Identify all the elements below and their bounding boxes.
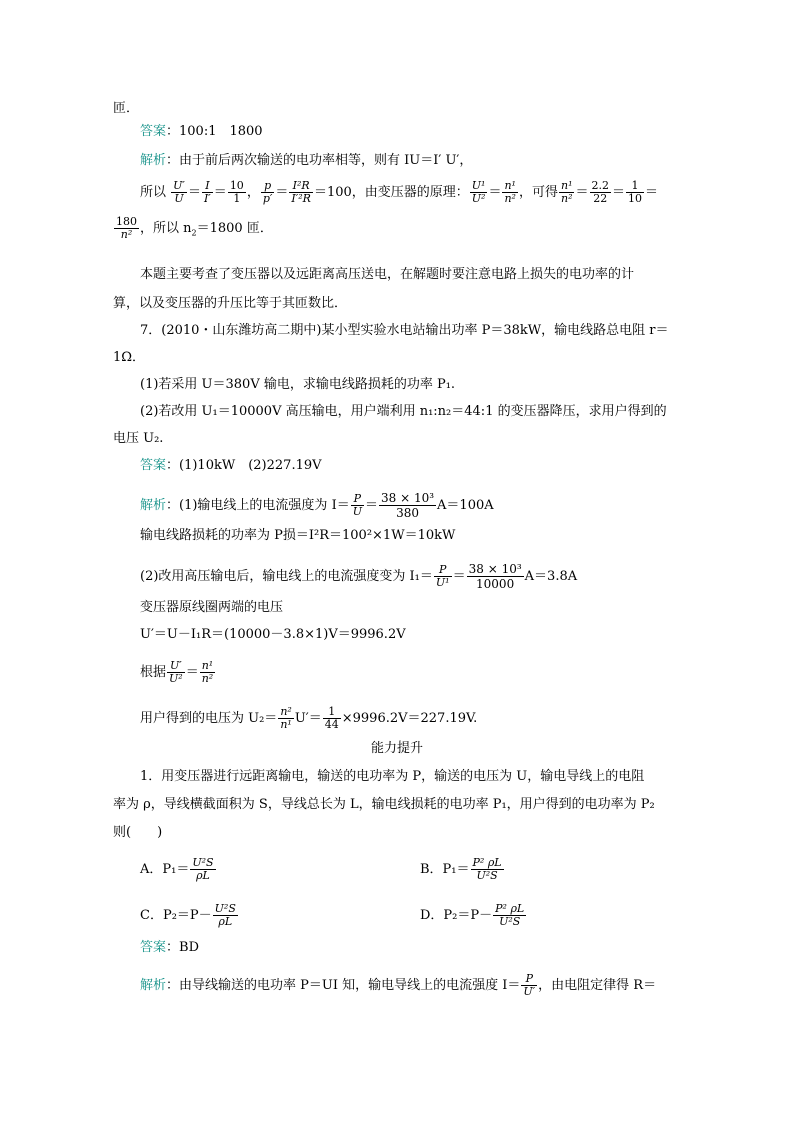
text-line: 本题主要考查了变压器以及远距离高压送电，在解题时要注意电路上损失的电功率的计 [140,267,635,282]
option-a [140,857,217,882]
fraction-numerator: I²R [289,180,313,193]
fraction-numerator: P² ρL [495,902,525,915]
fraction [470,180,488,205]
answer-text: ：BD [166,940,199,955]
fraction-numerator: p [261,180,275,193]
fraction [379,491,436,520]
fraction-denominator: n² [120,228,133,241]
text-line: 1Ω． [113,350,146,365]
text: ＝1800 匝． [196,221,273,236]
fraction-denominator: U [352,505,362,518]
fraction-numerator: n¹ [201,659,214,672]
fraction [323,706,341,731]
fraction [521,973,537,998]
fraction-numerator: U²S [214,902,236,915]
text-line: 输电线路损耗的功率为 P损＝I²R＝100²×1W＝10kW [140,528,456,543]
fraction [167,660,185,685]
answer-line [140,458,322,474]
formula-line: $\frac{180}{\text{n²}}$ ，所以 $n_2=1800$ 匝． [116,215,273,241]
analysis-text: ：(1)输电线上的电流强度为 I＝ [166,498,350,513]
fraction-denominator: U′ [523,985,536,998]
text-line: (1)若采用 U＝380V 输电，求输电线路损耗的功率 P₁. [140,377,456,392]
fraction-denominator: 10000 [476,577,515,591]
text-line: 率为 ρ，导线横截面积为 S，导线总长为 L，输电线损耗的电功率 P₁，用户得到的电功率为 P₂ [113,797,655,812]
answer-line [140,940,199,956]
option-label: A．P₁＝ [140,862,190,877]
text: ＝100，由变压器的原理： [313,185,469,200]
fraction [590,180,612,205]
fraction-denominator: U²S [499,915,521,928]
fraction-numerator: P [521,973,537,986]
text: 用户得到的电压为 U₂＝ [140,711,278,726]
fraction-numerator: U′ [173,179,185,192]
fraction [171,180,187,205]
fraction-numerator: I [202,180,213,193]
answer-label: 答案 [140,458,167,473]
fraction-numerator: 180 [116,215,137,228]
fraction-denominator: 22 [593,192,608,205]
fraction-denominator: 1 [233,192,241,205]
text-line: (2)若改用 U₁＝10000V 高压输电，用户端利用 n₁:n₂＝44:1 的变压器降压，求用户得到的 [140,404,667,419]
fraction [559,180,575,205]
fraction-denominator: 380 [396,506,419,520]
text: A＝100A [437,498,494,513]
fraction-denominator: ρL [196,869,210,882]
fraction [493,903,526,928]
text: ，所以 n [140,221,192,236]
fraction-denominator: I′²R [291,192,311,205]
fraction [261,180,275,205]
fraction-denominator: U [174,192,184,205]
fraction-denominator: n² [201,672,214,685]
fraction-numerator: n¹ [504,179,516,192]
text: (2)改用高压输电后，输电线上的电流强度变为 I₁＝ [140,569,433,584]
text: U′＝ [294,711,322,726]
analysis-line [140,973,656,998]
fraction-denominator: 10 [628,192,643,205]
section-heading: 能力提升 [370,741,423,756]
fraction [626,180,644,205]
text: 所以 [140,185,167,200]
option-label: B．P₁＝ [420,862,470,877]
fraction-denominator: I′ [203,192,211,205]
analysis-line: 解析：(1)输电线上的电流强度为 I＝ $\frac{P}{U}$ ＝ $\frac{\text{38 × 10³}}{380}$ A＝100A [140,491,494,520]
text-line: 则( ) [113,825,163,840]
analysis-text: ：由导线输送的电功率 P＝UI 知，输电导线上的电流强度 I＝ [166,978,521,993]
text-line: 电压 U₂. [113,431,164,446]
answer-label: 答案 [140,124,167,139]
option-label: C．P₂＝P－ [140,908,212,923]
fraction [471,857,504,882]
fraction-numerator: n² [280,705,292,718]
analysis-label: 解析 [140,153,167,168]
fraction [289,180,313,205]
fraction-denominator: p′ [262,192,273,205]
fraction [351,493,364,518]
answer-line [140,124,263,140]
formula-line: 根据 $\frac{U'}{\text{U²}}$ ＝ $\frac{\text{n¹}}{\text{n²}}$ [140,659,214,685]
fraction-numerator: 1 [626,180,644,193]
fraction-numerator: P [434,564,452,577]
text-line: 变压器原线圈两端的电压 [140,600,284,615]
formula-line: (2)改用高压输电后，输电线上的电流强度变为 I₁＝ $\frac{P}{\text{U¹}}$ ＝ $\frac{\text{38 × 10³}}{10000}$ A＝3.8A [140,562,578,591]
analysis-label: 解析 [140,978,167,993]
answer-label: 答案 [140,940,167,955]
fraction-denominator: n¹ [280,718,292,731]
fraction-numerator: n¹ [560,179,573,192]
answer-text: ：(1)10kW (2)227.19V [166,458,322,473]
text-line: U′＝U－I₁R＝(10000－3.8×1)V＝9996.2V [140,627,406,642]
formula-line [140,706,477,731]
fraction-numerator: 10 [229,179,244,192]
fraction-denominator: ρL [218,915,233,928]
fraction-denominator: n² [504,192,516,205]
analysis-label: 解析 [140,498,167,513]
text: A＝3.8A [524,569,578,584]
text-line: 算，以及变压器的升压比等于其匝数比． [113,296,348,311]
option-label: D．P₂＝P－ [420,908,493,923]
fraction [202,180,213,205]
fraction-numerator: 2.2 [591,179,609,192]
analysis-line [140,153,472,169]
fraction-denominator: U¹ [435,576,450,589]
text: ， [246,185,260,200]
fraction-denominator: U² [169,672,183,685]
fraction [114,216,139,241]
answer-text: ：100:1 1800 [166,124,263,139]
text: 根据 [140,665,167,680]
fraction [190,857,215,882]
text: ×9996.2V＝227.19V. [341,711,478,726]
formula-line: 所以 $\frac{U'}{U}$ ＝ $\frac{I}{I'}$ ＝ $\frac{10}{1}$ ， $\frac{p}{p'}$ ＝ $\frac{\text{I²R}}{\text{I′²R}}$ ＝100，由变压器的原理： $\frac{\text{U¹}}{\text{U²}}$ ＝ $\frac{\text{n¹}}{\text{n²}}$ ，可得 $\frac{\text{n¹}}{\text{n²}}$ ＝ $\frac{2.2}{22}$ ＝ $\frac{1}{10}$ ＝ [140,179,659,205]
fraction [213,903,238,928]
fraction-denominator: U²S [476,869,498,882]
option-d [420,903,527,928]
fraction-denominator: n² [560,192,573,205]
analysis-text: ，由电阻定律得 R＝ [538,978,657,993]
question-line: 1．用变压器进行远距离输电，输送的电功率为 P，输送的电压为 U，输电导线上的电阻 [140,769,645,784]
fraction-numerator: U′ [167,660,185,673]
fraction [502,180,518,205]
fraction-numerator: 1 [323,706,341,719]
fraction-numerator: U²S [192,856,214,869]
fraction-numerator: P [351,493,364,506]
text-line: 匝． [113,101,140,116]
fraction-denominator: 44 [324,718,339,731]
fraction [200,660,216,685]
fraction-denominator: U² [471,192,486,205]
fraction-numerator: P² ρL [472,856,502,869]
option-b [420,857,505,882]
option-c [140,903,239,928]
question-line: 7．(2010・山东潍坊高二期中)某小型实验水电站输出功率 P＝38kW，输电线路总电阻 r＝ [140,323,669,338]
fraction-numerator: U¹ [471,179,486,192]
fraction [228,180,246,205]
fraction-numerator: 38 × 10³ [468,562,522,576]
analysis-text: ：由于前后两次输送的电功率相等，则有 IU＝I′ U′， [166,153,473,168]
fraction [278,706,294,731]
text: ，可得 [518,185,558,200]
fraction [467,562,524,591]
fraction [434,564,452,589]
fraction-numerator: 38 × 10³ [381,491,435,505]
